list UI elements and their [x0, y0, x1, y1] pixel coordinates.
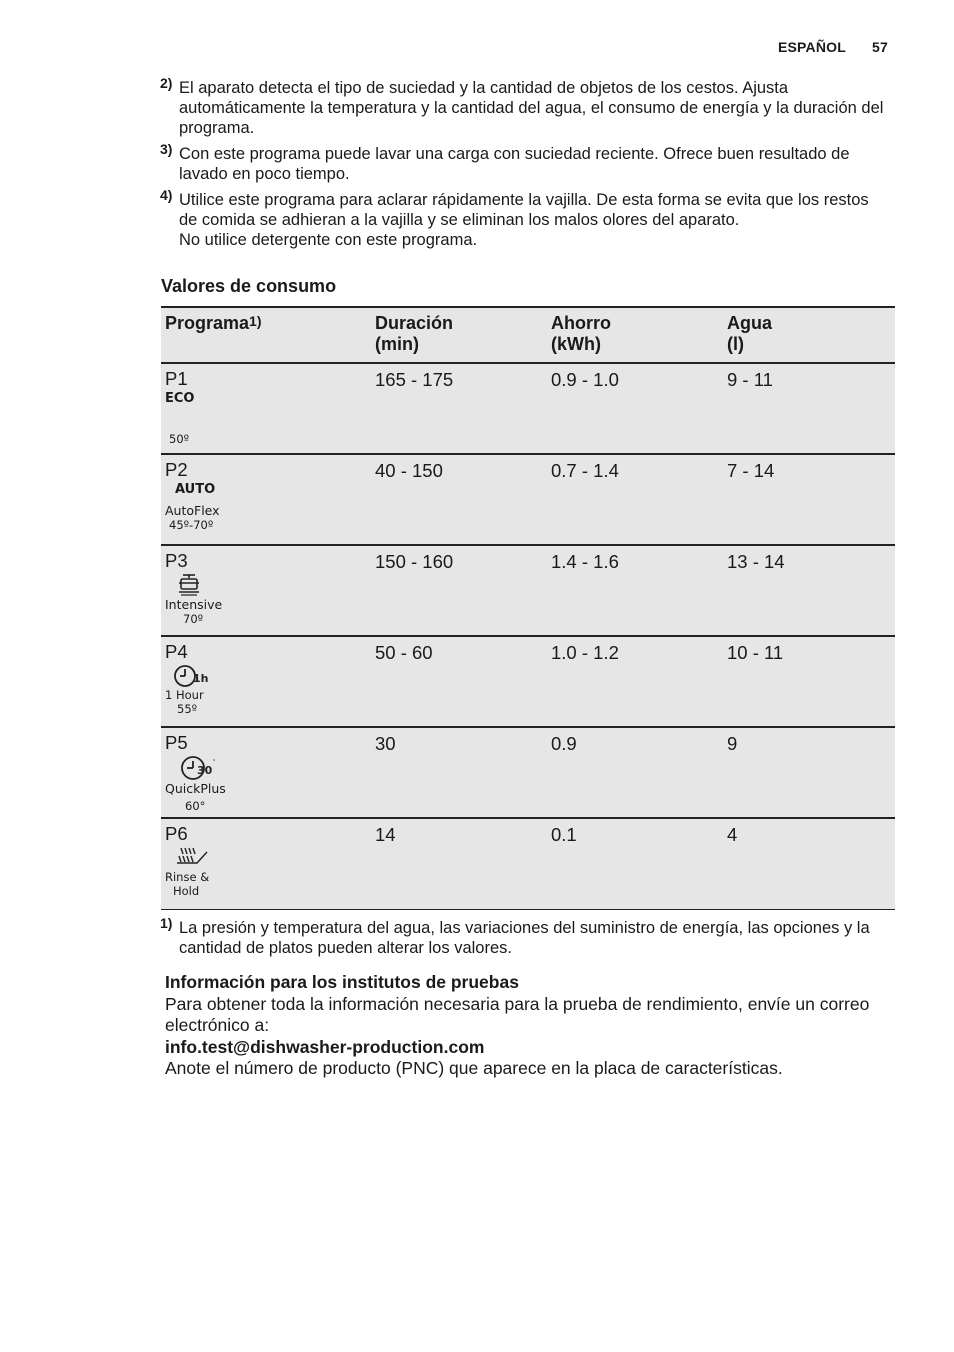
duration-cell: 14: [375, 824, 396, 845]
water-cell: 4: [727, 824, 738, 845]
pot-icon: [175, 571, 215, 597]
svg-text:30: 30: [197, 764, 213, 777]
program-code: P5: [165, 732, 188, 753]
program-temp: 55º: [177, 702, 198, 716]
program-name: AutoFlex: [165, 503, 220, 518]
energy-cell: 0.7 - 1.4: [551, 460, 619, 481]
notes-list: [160, 75, 890, 256]
program-temp: 45º-70º: [169, 518, 214, 532]
note-text: Con este programa puede lavar una carga con suciedad reciente. Ofrece buen resultado de lavado en poco tiempo.: [179, 145, 850, 183]
program-temp: 60°: [185, 799, 206, 813]
program-name-2: Hold: [173, 884, 200, 898]
section-name: ESPAÑOL: [777, 39, 847, 55]
energy-cell: 1.4 - 1.6: [551, 551, 619, 572]
table-row: [161, 454, 895, 545]
info-title: Información para los institutos de pruebas: [165, 972, 519, 992]
page-number: 57: [872, 39, 888, 55]
program-cell: [161, 727, 371, 818]
program-temp: 70º: [183, 612, 204, 626]
duration-cell: 150 - 160: [375, 551, 454, 572]
energy-cell: 0.1: [551, 824, 577, 845]
note-mark: 3): [160, 141, 173, 157]
footnote-text: La presión y temperatura del agua, las variaciones del suministro de energía, las opciones y la cantidad de platos pueden alterar los valores.: [179, 919, 870, 957]
auto-icon: AUTO: [175, 482, 216, 497]
note-2: [160, 75, 890, 138]
note-4: [160, 187, 890, 250]
duration-cell: 165 - 175: [375, 369, 454, 390]
note-text: Utilice este programa para aclarar rápidamente la vajilla. De esta forma se evita que los restos de comida se adhieran a la vajilla y se eliminan los malos olores del aparato.: [179, 191, 869, 229]
water-cell: 7 - 14: [727, 460, 775, 481]
program-code: P6: [165, 823, 188, 844]
footnote-mark: 1): [160, 915, 173, 931]
consumption-table: [161, 306, 895, 910]
program-code: P2: [165, 459, 188, 480]
program-cell: [161, 818, 371, 909]
header-agua: Agua (l): [727, 313, 772, 354]
water-cell: 13 - 14: [727, 551, 785, 572]
table-footnote: [160, 915, 914, 958]
header-programa: Programa$^{1)}$: [165, 313, 262, 333]
table-row: [161, 636, 895, 727]
program-temp: 50º: [169, 432, 190, 446]
water-cell: 9: [727, 733, 738, 754]
note-text: El aparato detecta el tipo de suciedad y la cantidad de objetos de los cestos. Ajusta automáticamente la temperatura y la cantidad del agua, el consumo de energía y la duración del programa.: [179, 79, 884, 137]
duration-cell: 40 - 150: [375, 460, 443, 481]
info-email: info.test@dishwasher-production.com: [165, 1036, 485, 1057]
rinse-icon: [171, 844, 215, 870]
program-name: QuickPlus: [165, 781, 226, 796]
eco-icon: ECO: [165, 391, 195, 406]
program-name: 1 Hour: [165, 688, 204, 702]
energy-cell: 1.0 - 1.2: [551, 642, 619, 663]
program-name: Intensive: [165, 597, 223, 612]
duration-cell: 30: [375, 733, 396, 754]
energy-cell: 0.9 - 1.0: [551, 369, 619, 390]
program-cell: [161, 454, 371, 545]
page-header: [778, 39, 888, 55]
program-name: Rinse &: [165, 870, 210, 884]
info-text: Para obtener toda la información necesaria para la prueba de rendimiento, envíe un correo electrónico a:: [165, 993, 870, 1035]
clock-30-icon: [179, 753, 229, 781]
note-3: [160, 141, 890, 184]
section-title: Valores de consumo: [161, 276, 337, 296]
svg-text:1h: 1h: [193, 672, 209, 685]
testing-info: [165, 972, 885, 1080]
program-code: P3: [165, 550, 188, 571]
water-cell: 10 - 11: [727, 642, 784, 663]
table-header-row: [161, 307, 895, 363]
note-text: No utilice detergente con este programa.: [179, 231, 478, 249]
header-duracion: Duración (min): [375, 313, 454, 354]
energy-cell: 0.9: [551, 733, 577, 754]
info-note: Anote el número de producto (PNC) que aparece en la placa de características.: [165, 1058, 783, 1078]
program-cell: [161, 363, 371, 454]
program-cell: [161, 545, 371, 636]
table-row: [161, 363, 895, 454]
note-mark: 4): [160, 187, 173, 203]
table-row: [161, 727, 895, 818]
duration-cell: 50 - 60: [375, 642, 433, 663]
table-row: [161, 545, 895, 636]
svg-text:': ': [213, 758, 216, 767]
program-cell: [161, 636, 371, 727]
table-row: [161, 818, 895, 909]
program-code: P4: [165, 641, 188, 662]
clock-1h-icon: [171, 662, 215, 688]
header-ahorro: Ahorro (kWh): [551, 313, 611, 354]
program-code: P1: [165, 368, 188, 389]
note-mark: 2): [160, 75, 173, 91]
water-cell: 9 - 11: [727, 369, 773, 390]
